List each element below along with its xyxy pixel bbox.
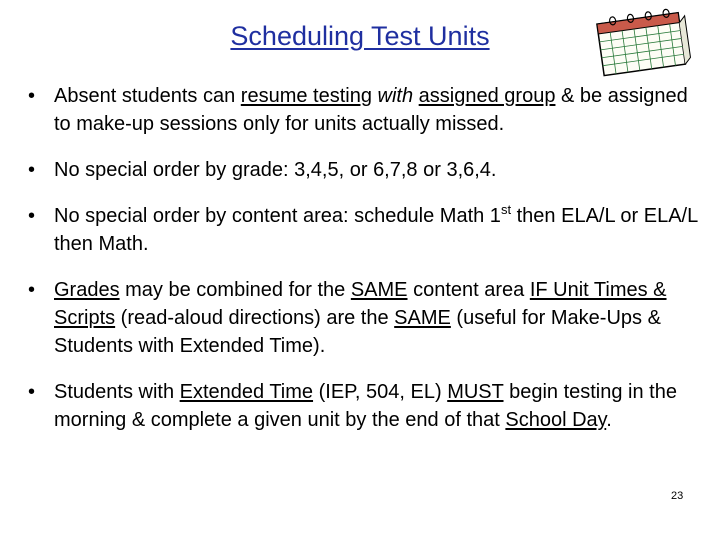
bullet-list <box>28 82 703 452</box>
bullet-text-segment: st <box>500 202 512 217</box>
bullet-text-segment: Grades <box>54 279 120 301</box>
bullet-text-segment: No special order by grade: 3,4,5, or 6,7,8 or 3,6,4. <box>54 159 497 181</box>
bullet-absent-students <box>28 82 703 138</box>
bullet-text-segment: (IEP, 504, EL) <box>313 381 448 403</box>
bullet-text-segment: (read-aloud directions) are the <box>115 307 395 329</box>
bullet-text-segment: Extended Time <box>179 381 314 403</box>
bullet-text-segment: may be combined for the <box>119 279 351 301</box>
bullet-text-segment: begin testing in the morning & complete a given unit by the end of that <box>54 381 677 431</box>
bullet-text-segment: SAME <box>350 279 408 301</box>
bullet-text-segment: IF Unit Times & Scripts <box>54 279 667 329</box>
bullet-text-segment: Absent students can <box>54 85 241 107</box>
bullet-text-segment: content area <box>407 279 530 301</box>
bullet-text-segment: then ELA/L or ELA/L then Math. <box>54 205 698 255</box>
bullet-grades-combined <box>28 276 703 360</box>
page-number: 23 <box>671 490 684 502</box>
bullet-text-segment: assigned group <box>418 85 556 107</box>
bullet-text-segment: SAME <box>394 307 451 329</box>
bullet-text-segment: MUST <box>447 381 504 403</box>
bullet-text-segment: . <box>606 409 612 431</box>
bullet-text-segment: No special order by content area: schedule Math 1 <box>54 205 501 227</box>
bullet-text-segment: (useful for Make-Ups & Students with Extended Time). <box>54 307 661 357</box>
bullet-text-segment: School Day <box>505 409 607 431</box>
bullet-extended-time <box>28 378 703 434</box>
bullet-text-segment: resume testing <box>240 85 372 107</box>
bullet-text-segment: Students with <box>54 381 180 403</box>
bullet-order-by-grade <box>28 156 703 184</box>
slide-title: Scheduling Test Units <box>230 21 490 51</box>
bullet-text-segment: & be assigned to make-up sessions only for units actually missed. <box>54 85 688 135</box>
calendar-icon <box>592 8 692 78</box>
bullet-text-segment: with <box>377 85 414 107</box>
bullet-order-by-content <box>28 202 703 258</box>
